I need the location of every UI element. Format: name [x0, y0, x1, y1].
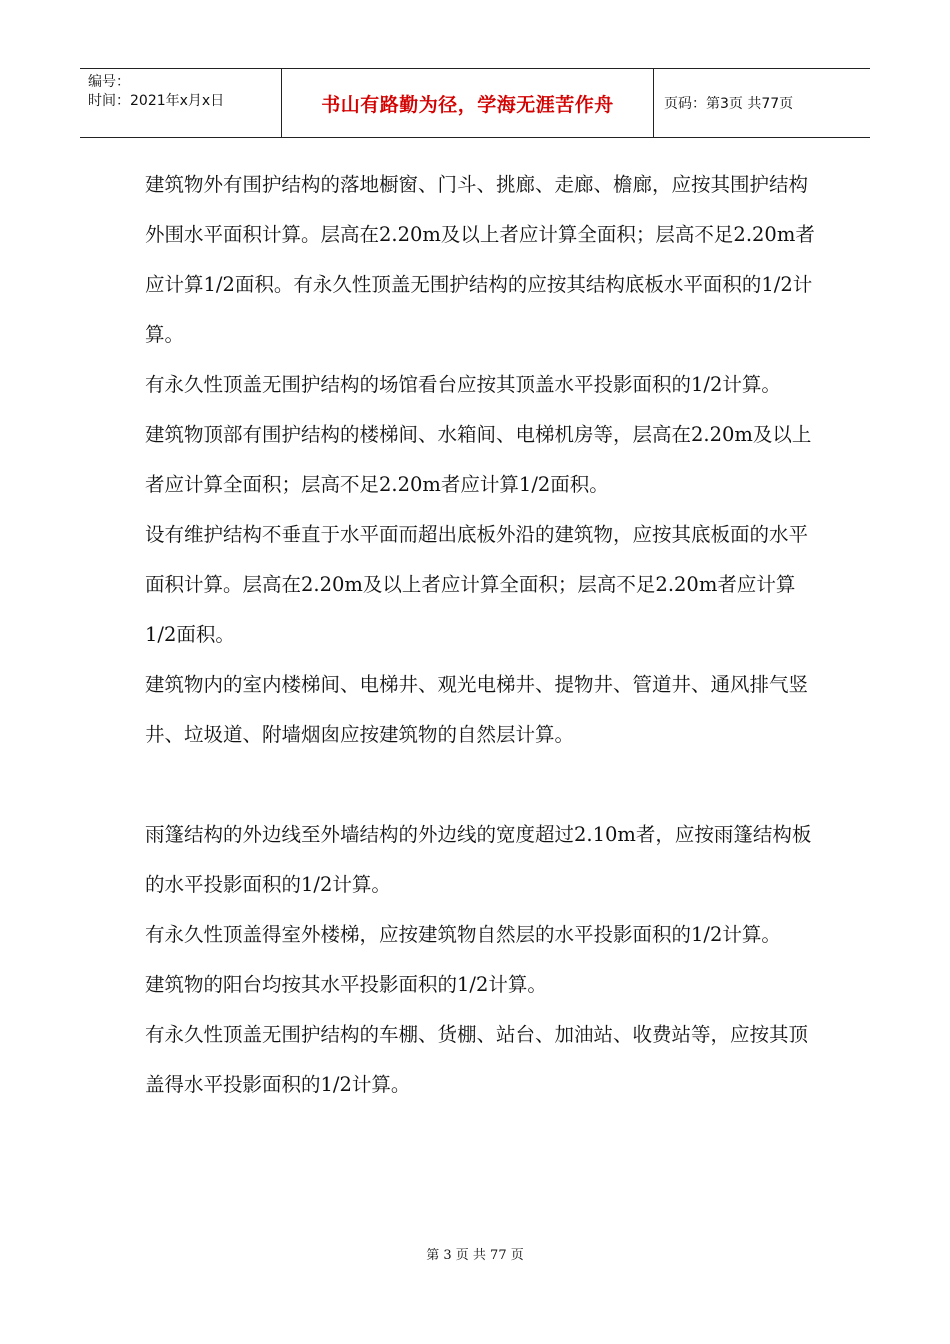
- paragraph: 设有维护结构不垂直于水平面而超出底板外沿的建筑物，应按其底板面的水平面积计算。层高在2.20m及以上者应计算全面积；层高不足2.20m者应计算1/2面积。: [145, 523, 809, 646]
- paragraph: 有永久性顶盖无围护结构的车棚、货棚、站台、加油站、收费站等，应按其顶盖得水平投影面积的1/2计算。: [145, 1023, 809, 1096]
- document-body: [145, 160, 825, 1110]
- header-number-label: 编号：: [88, 74, 130, 90]
- header-meta: [80, 69, 282, 137]
- paragraph: 建筑物的阳台均按其水平投影面积的1/2计算。: [145, 973, 547, 996]
- header-date-label: 时间：2021年x月x日: [88, 93, 225, 109]
- page-header: [80, 68, 870, 138]
- header-motto: 书山有路勤为径，学海无涯苦作舟: [282, 69, 654, 137]
- paragraph: 建筑物内的室内楼梯间、电梯井、观光电梯井、提物井、管道井、通风排气竖井、垃圾道、附墙烟囱应按建筑物的自然层计算。: [145, 673, 809, 746]
- paragraph: 有永久性顶盖得室外楼梯，应按建筑物自然层的水平投影面积的1/2计算。: [145, 923, 781, 946]
- paragraph: 雨篷结构的外边线至外墙结构的外边线的宽度超过2.10m者，应按雨篷结构板的水平投影面积的1/2计算。: [145, 823, 812, 896]
- paragraph-gap: [145, 760, 825, 810]
- paragraph: 建筑物外有围护结构的落地橱窗、门斗、挑廊、走廊、檐廊，应按其围护结构外围水平面积计算。层高在2.20m及以上者应计算全面积；层高不足2.20m者应计算1/2面积。有永久性顶盖无围护结构的应按其结构底板水平面积的1/2计算。: [145, 173, 815, 346]
- paragraph: 建筑物顶部有围护结构的楼梯间、水箱间、电梯机房等，层高在2.20m及以上者应计算全面积；层高不足2.20m者应计算1/2面积。: [145, 423, 812, 496]
- page-footer: 第 3 页 共 77 页: [426, 1248, 524, 1263]
- paragraph: 有永久性顶盖无围护结构的场馆看台应按其顶盖水平投影面积的1/2计算。: [145, 373, 781, 396]
- header-page-info: 页码：第3页 共77页: [664, 96, 794, 112]
